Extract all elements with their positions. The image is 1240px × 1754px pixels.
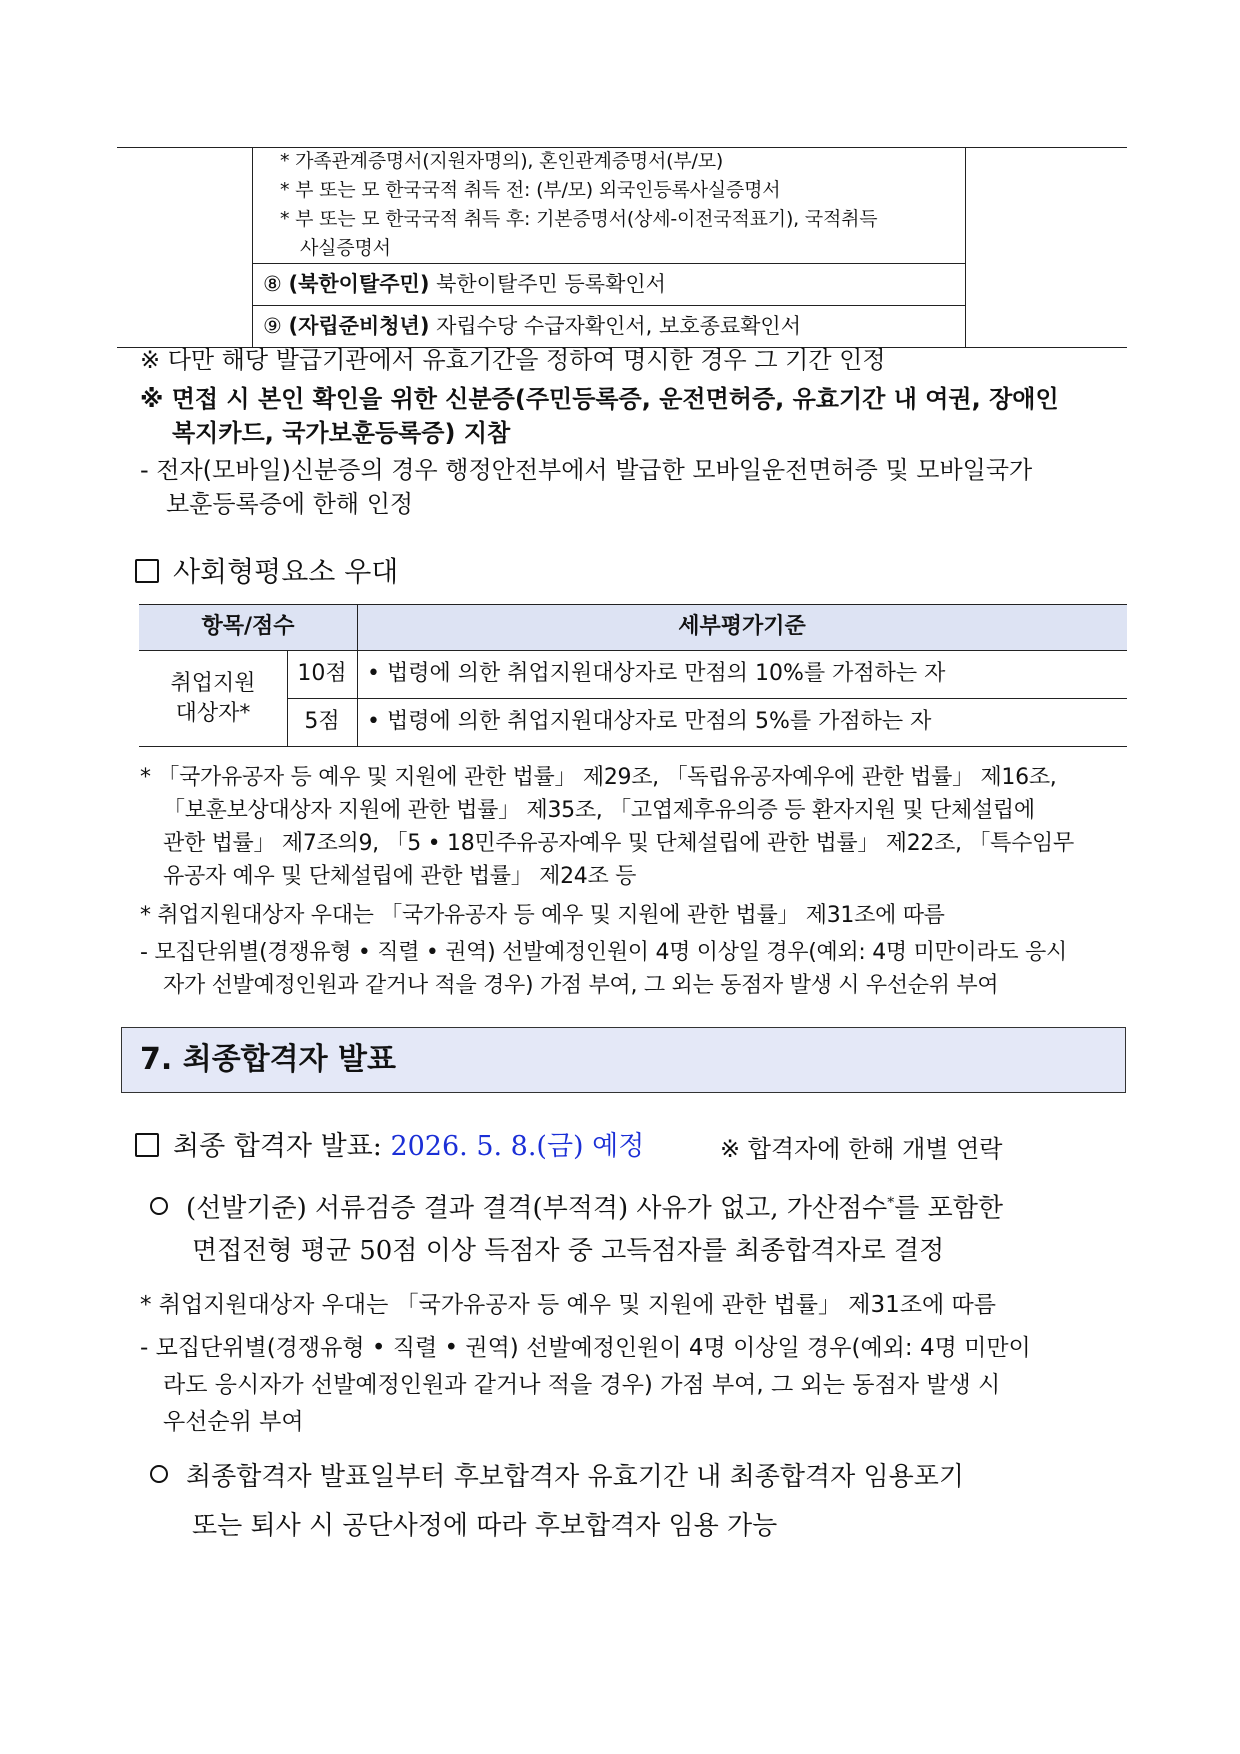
announce-date: 2026. 5. 8.(금) 예정 [390,1131,645,1162]
row-category: (자립준비청년) [288,314,430,338]
priority-note: * 취업지원대상자 우대는 「국가유공자 등 예우 및 지원에 관한 법률」 제31조에 따름 [140,1292,996,1318]
section-7-banner [121,1027,1126,1093]
doc-line: * 부 또는 모 한국국적 취득 전: (부/모) 외국인등록사실증명서 [280,179,781,201]
row-defector [263,270,666,298]
bonus-note-cont: 라도 응시자가 선발예정인원과 같거나 적을 경우) 가점 부여, 그 외는 동점자 발생 시 [163,1372,1001,1398]
row-number: ⑨ [263,314,282,338]
id-requirement-note: ※ 면접 시 본인 확인을 위한 신분증(주민등록증, 운전면허증, 유효기간 내 여권, 장애인 [140,385,1059,413]
footnote-line: * 취업지원대상자 우대는 「국가유공자 등 예우 및 지원에 관한 법률」 제31조에 따름 [140,903,945,928]
equity-heading [135,554,398,590]
footnote-line: 「보훈보상대상자 지원에 관한 법률」 제35조, 「고엽제후유의증 등 환자지원 및 단체설립에 [163,798,1035,823]
bullet-circle-icon [150,1465,168,1483]
reserve-candidates: 최종합격자 발표일부터 후보합격자 유효기간 내 최종합격자 임용포기 [150,1458,964,1496]
mobile-id-note: - 전자(모바일)신분증의 경우 행정안전부에서 발급한 모바일운전면허증 및 모바일국가 [140,456,1033,484]
bullet-circle-icon [150,1197,168,1215]
criteria-cell: • 법령에 의한 취업지원대상자로 만점의 5%를 가점하는 자 [367,709,932,734]
bonus-note-cont: 우선순위 부여 [163,1409,304,1435]
section-7-title: 7. 최종합격자 발표 [140,1042,397,1077]
selection-criteria-cont: 면접전형 평균 50점 이상 득점자 중 고득점자를 최종합격자로 결정 [192,1236,945,1266]
mobile-id-note-cont: 보훈등록증에 한해 인정 [166,490,414,518]
announce-label: 최종 합격자 발표: [173,1131,382,1162]
score-cell: 5점 [304,709,340,734]
category-label: 취업지원 [170,671,256,696]
checkbox-square-icon [135,559,159,583]
reserve-candidates-cont: 또는 퇴사 시 공단사정에 따라 후보합격자 임용 가능 [192,1511,778,1541]
bonus-note: - 모집단위별(경쟁유형 • 직렬 • 권역) 선발예정인원이 4명 이상일 경우(예외: 4명 미만이 [140,1335,1031,1361]
announce-note: ※ 합격자에 한해 개별 연락 [720,1135,1003,1163]
documents-table-continued [117,147,1127,347]
footnote-line: 유공자 예우 및 단체설립에 관한 법률」 제24조 등 [163,864,637,889]
row-number: ⑧ [263,272,282,296]
validity-note: ※ 다만 해당 발급기관에서 유효기간을 정하여 명시한 경우 그 기간 인정 [140,346,886,374]
equity-heading-text: 사회형평요소 우대 [173,555,399,588]
footnote-line: - 모집단위별(경쟁유형 • 직렬 • 권역) 선발예정인원이 4명 이상일 경우(예외: 4명 미만이라도 응시 [140,940,1067,965]
row-category: (북한이탈주민) [288,272,430,296]
footnote-line: 관한 법률」 제7조의9, 「5 • 18민주유공자예우 및 단체설립에 관한 법률」 제22조, 「특수임무 [163,831,1074,856]
announce-line [135,1128,644,1166]
doc-line: 사실증명서 [300,237,391,259]
doc-line: * 부 또는 모 한국국적 취득 후: 기본증명서(상세-이전국적표기), 국적취득 [280,208,878,230]
footnote-line: * 「국가유공자 등 예우 및 지원에 관한 법률」 제29조, 「독립유공자예우에 관한 법률」 제16조, [140,765,1057,790]
doc-line: * 가족관계증명서(지원자명의), 혼인관계증명서(부/모) [280,150,724,172]
header-item-score: 항목/점수 [201,614,295,639]
footnote-line: 자가 선발예정인원과 같거나 적을 경우) 가점 부여, 그 외는 동점자 발생 시 우선순위 부여 [163,973,999,998]
equity-table [139,604,1127,749]
checkbox-square-icon [135,1133,159,1157]
category-label-cont: 대상자* [175,701,251,726]
criteria-cell: • 법령에 의한 취업지원대상자로 만점의 10%를 가점하는 자 [367,661,946,686]
selection-criteria: (선발기준) 서류검증 결과 결격(부적격) 사유가 없고, 가산점수*를 포함한 [150,1184,1003,1228]
row-docs: 자립수당 수급자확인서, 보호종료확인서 [429,314,801,338]
id-requirement-note-cont: 복지카드, 국가보훈등록증) 지참 [172,419,511,447]
score-cell: 10점 [297,661,347,686]
row-docs: 북한이탈주민 등록확인서 [429,272,666,296]
row-independent-youth [263,312,801,340]
header-criteria: 세부평가기준 [678,614,806,639]
